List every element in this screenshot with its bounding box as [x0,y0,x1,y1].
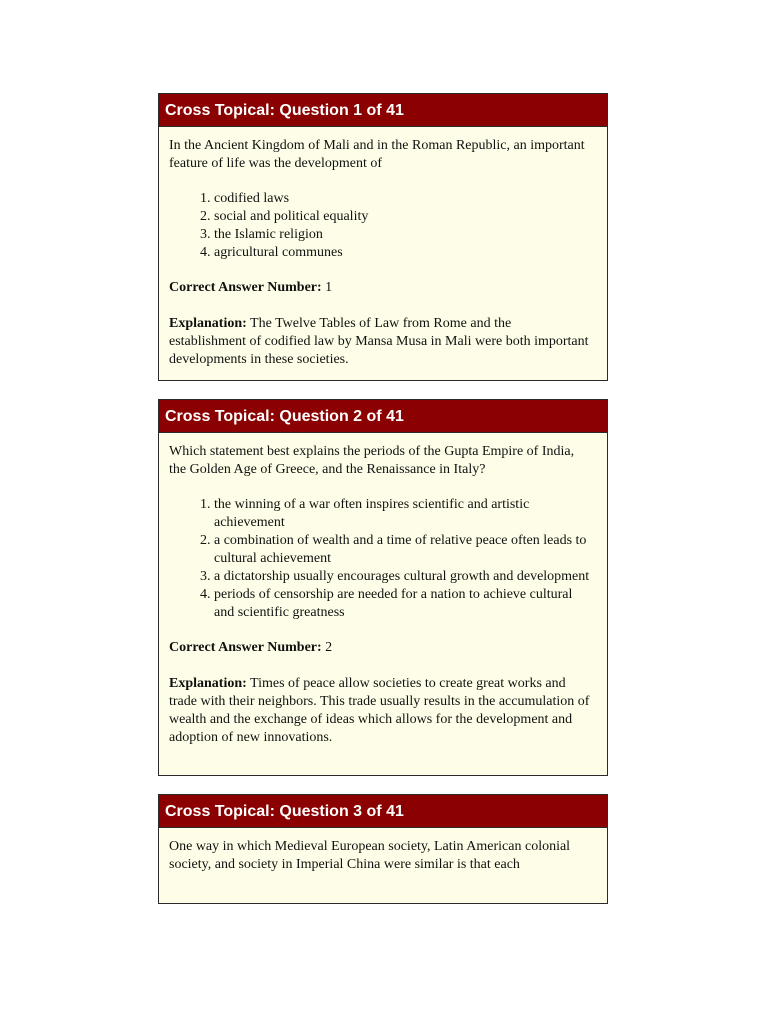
question-card-1 [158,93,608,381]
explanation [169,675,591,747]
answer-options [169,496,591,622]
question-body [159,127,607,380]
answer-option: 1. the winning of a war often inspires scientific and artistic achievement [214,496,591,532]
correct-answer-label: Correct Answer Number: [169,280,322,295]
question-stem: In the Ancient Kingdom of Mali and in the Roman Republic, an important feature of life was the development of [169,138,585,171]
question-body [159,828,607,885]
explanation-label: Explanation: [169,676,247,691]
answer-option: 2. a combination of wealth and a time of relative peace often leads to cultural achievement [214,532,591,568]
correct-answer-value: 1 [321,280,333,295]
question-header: Cross Topical: Question 3 of 41 [159,795,607,828]
question-header: Cross Topical: Question 2 of 41 [159,400,607,433]
question-card-3 [158,794,608,904]
correct-answer-label: Correct Answer Number: [169,640,322,655]
question-body [159,433,607,758]
answer-option: 4. agricultural communes [214,244,591,262]
answer-options [169,190,591,262]
answer-option: 3. a dictatorship usually encourages cultural growth and development [214,568,591,586]
answer-option: 4. periods of censorship are needed for a nation to achieve cultural and scientific greatness [214,586,591,622]
explanation-text: Times of peace allow societies to create great works and trade with their neighbors. This trade usually results in the accumulation of wealth and the exchange of ideas which allows for the development and adoption of new innovations. [169,676,590,745]
question-stem: One way in which Medieval European society, Latin American colonial society, and society in Imperial China were similar is that each [169,839,571,872]
explanation-label: Explanation: [169,316,247,331]
question-card-2 [158,399,608,776]
question-stem: Which statement best explains the periods of the Gupta Empire of India, the Golden Age of Greece, and the Renaissance in Italy? [169,444,575,477]
question-header: Cross Topical: Question 1 of 41 [159,94,607,127]
answer-option: 2. social and political equality [214,208,591,226]
correct-answer [169,279,591,297]
explanation-text: The Twelve Tables of Law from Rome and the establishment of codified law by Mansa Musa in Mali were both important developments in these societies. [169,316,589,367]
correct-answer [169,639,591,657]
explanation [169,315,591,369]
answer-option: 3. the Islamic religion [214,226,591,244]
correct-answer-value: 2 [321,640,333,655]
answer-option: 1. codified laws [214,190,591,208]
